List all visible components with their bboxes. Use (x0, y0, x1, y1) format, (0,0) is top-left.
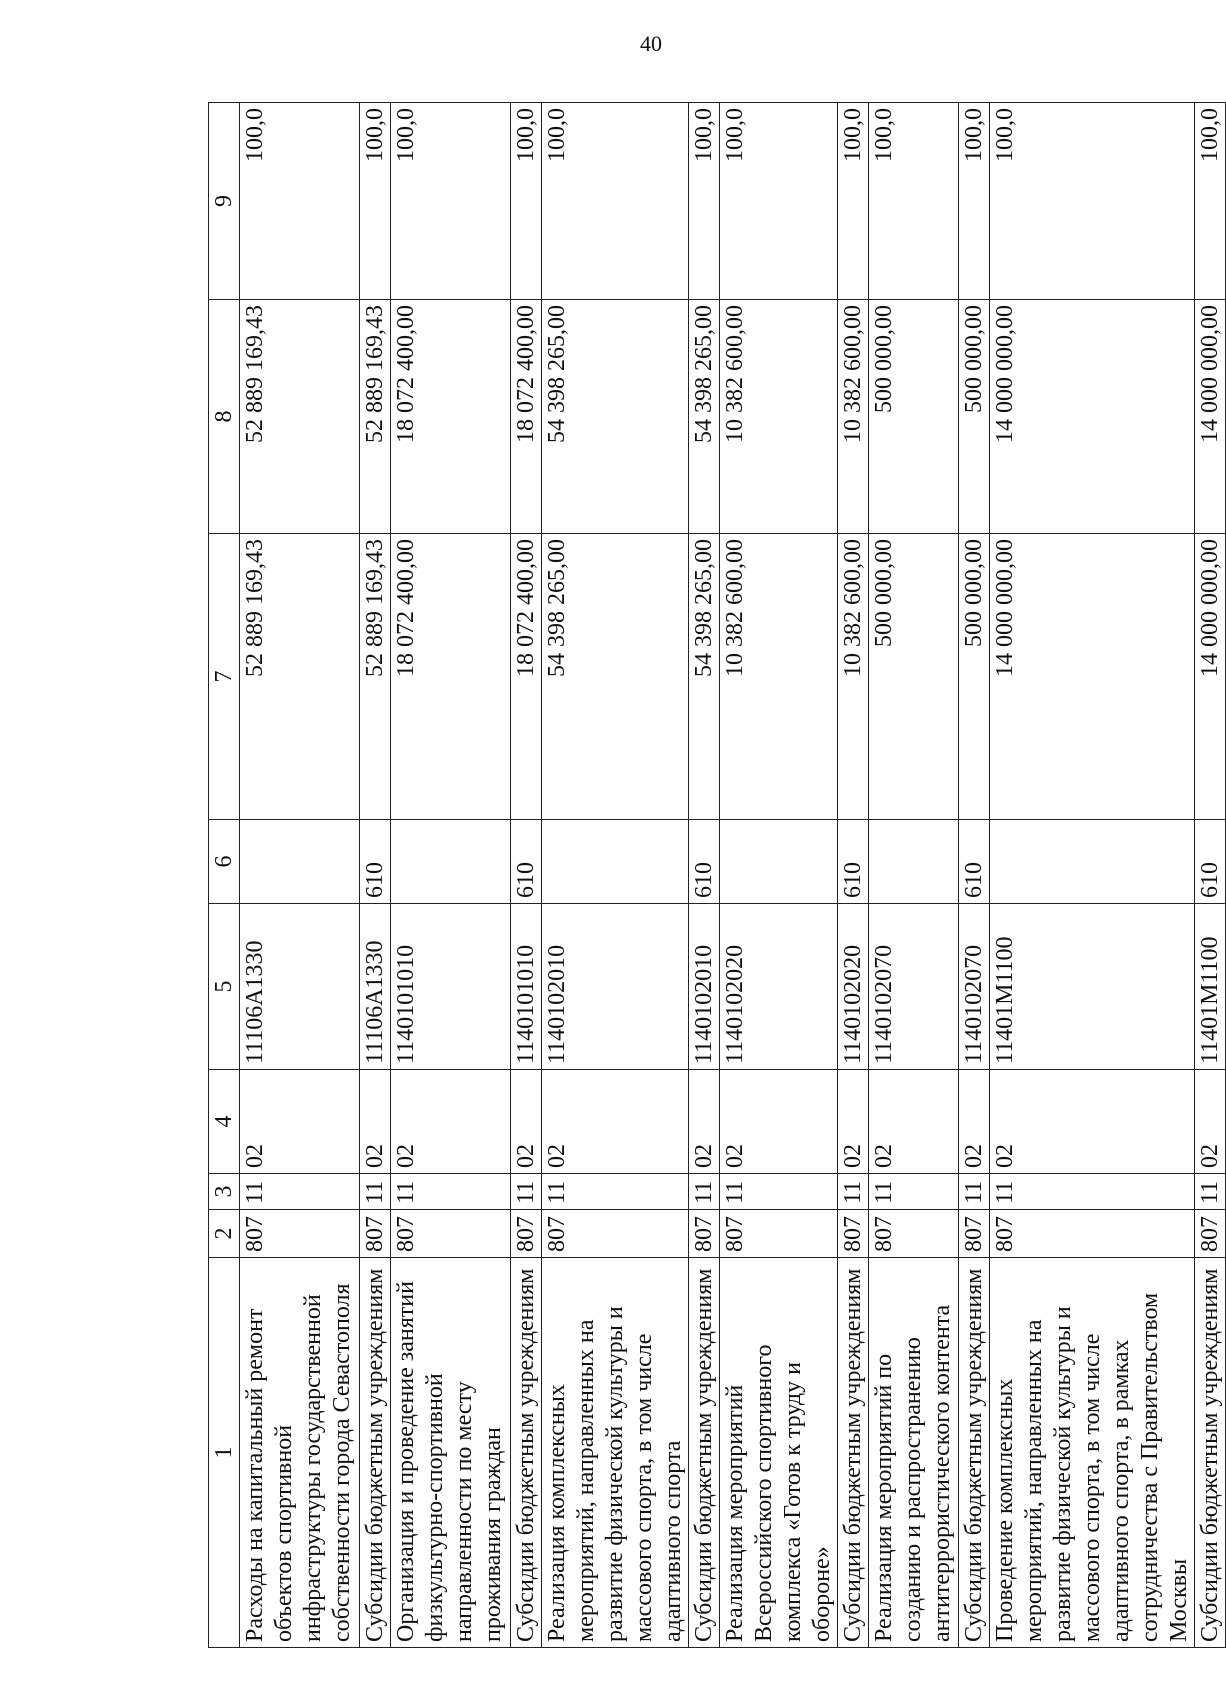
percent-cell: 100,0 (838, 103, 869, 300)
table-header-row (209, 103, 240, 1648)
section-cell: 11 (720, 1174, 838, 1210)
percent-cell: 100,0 (240, 103, 360, 300)
subsection-cell: 02 (542, 1070, 689, 1174)
section-cell: 11 (1195, 1174, 1226, 1210)
row-name-cell: Реализация мероприятий по созданию и распространению антитеррористического контента (869, 1258, 959, 1648)
expense-type-cell: 610 (838, 820, 869, 904)
percent-cell: 100,0 (542, 103, 689, 300)
planned-amount-cell: 14 000 000,00 (1195, 534, 1226, 820)
section-cell: 11 (990, 1174, 1195, 1210)
target-article-cell: 11106A1330 (240, 904, 360, 1070)
target-article-cell: 11106A1330 (360, 904, 391, 1070)
row-name-cell: Реализация мероприятий Всероссийского спортивного комплекса «Готов к труду и обороне» (720, 1258, 838, 1648)
column-header: 1 (209, 1258, 240, 1648)
table-row (720, 103, 838, 1648)
section-cell: 11 (959, 1174, 990, 1210)
subsection-cell: 02 (869, 1070, 959, 1174)
column-header: 7 (209, 534, 240, 820)
ved-cell: 807 (838, 1210, 869, 1258)
column-header: 3 (209, 1174, 240, 1210)
subsection-cell: 02 (391, 1070, 511, 1174)
target-article-cell: 1140102010 (689, 904, 720, 1070)
actual-amount-cell: 18 072 400,00 (391, 300, 511, 534)
section-cell: 11 (542, 1174, 689, 1210)
budget-table-frame (208, 103, 1223, 1648)
actual-amount-cell: 14 000 000,00 (1195, 300, 1226, 534)
column-header: 4 (209, 1070, 240, 1174)
table-row (838, 103, 869, 1648)
actual-amount-cell: 54 398 265,00 (689, 300, 720, 534)
expense-type-cell (990, 820, 1195, 904)
subsection-cell: 02 (1195, 1070, 1226, 1174)
percent-cell: 100,0 (1195, 103, 1226, 300)
subsection-cell: 02 (240, 1070, 360, 1174)
planned-amount-cell: 10 382 600,00 (720, 534, 838, 820)
planned-amount-cell: 52 889 169,43 (360, 534, 391, 820)
ved-cell: 807 (869, 1210, 959, 1258)
row-name-cell: Субсидии бюджетным учреждениям (689, 1258, 720, 1648)
expense-type-cell (720, 820, 838, 904)
section-cell: 11 (240, 1174, 360, 1210)
table-row (689, 103, 720, 1648)
row-name-cell: Реализация комплексных мероприятий, направленных на развитие физической культуры и массового спорта, в том числе адаптивного спорта (542, 1258, 689, 1648)
percent-cell: 100,0 (869, 103, 959, 300)
planned-amount-cell: 10 382 600,00 (838, 534, 869, 820)
table-row (240, 103, 360, 1648)
column-header: 6 (209, 820, 240, 904)
percent-cell: 100,0 (689, 103, 720, 300)
section-cell: 11 (838, 1174, 869, 1210)
table-row (360, 103, 391, 1648)
column-header: 5 (209, 904, 240, 1070)
actual-amount-cell: 10 382 600,00 (720, 300, 838, 534)
actual-amount-cell: 500 000,00 (959, 300, 990, 534)
ved-cell: 807 (542, 1210, 689, 1258)
subsection-cell: 02 (720, 1070, 838, 1174)
section-cell: 11 (511, 1174, 542, 1210)
target-article-cell: 11401M1100 (1195, 904, 1226, 1070)
target-article-cell: 1140102070 (869, 904, 959, 1070)
planned-amount-cell: 54 398 265,00 (689, 534, 720, 820)
percent-cell: 100,0 (511, 103, 542, 300)
row-name-cell: Субсидии бюджетным учреждениям (511, 1258, 542, 1648)
expense-type-cell: 610 (1195, 820, 1226, 904)
expense-type-cell (542, 820, 689, 904)
expense-type-cell: 610 (511, 820, 542, 904)
target-article-cell: 1140102070 (959, 904, 990, 1070)
column-header: 2 (209, 1210, 240, 1258)
row-name-cell: Субсидии бюджетным учреждениям (838, 1258, 869, 1648)
row-name-cell: Организация и проведение занятий физкультурно-спортивной направленности по месту проживания граждан (391, 1258, 511, 1648)
percent-cell: 100,0 (391, 103, 511, 300)
row-name-cell: Субсидии бюджетным учреждениям (959, 1258, 990, 1648)
table-row (1195, 103, 1226, 1648)
row-name-cell: Субсидии бюджетным учреждениям (360, 1258, 391, 1648)
expense-type-cell (869, 820, 959, 904)
row-name-cell: Расходы на капитальный ремонт объектов спортивной инфраструктуры государственной собственности города Севастополя (240, 1258, 360, 1648)
planned-amount-cell: 54 398 265,00 (542, 534, 689, 820)
ved-cell: 807 (720, 1210, 838, 1258)
target-article-cell: 1140102020 (720, 904, 838, 1070)
actual-amount-cell: 14 000 000,00 (990, 300, 1195, 534)
subsection-cell: 02 (511, 1070, 542, 1174)
table-row (391, 103, 511, 1648)
ved-cell: 807 (360, 1210, 391, 1258)
expense-type-cell (240, 820, 360, 904)
planned-amount-cell: 18 072 400,00 (511, 534, 542, 820)
target-article-cell: 1140102020 (838, 904, 869, 1070)
column-header: 8 (209, 300, 240, 534)
actual-amount-cell: 18 072 400,00 (511, 300, 542, 534)
percent-cell: 100,0 (990, 103, 1195, 300)
actual-amount-cell: 500 000,00 (869, 300, 959, 534)
ved-cell: 807 (391, 1210, 511, 1258)
table-row (542, 103, 689, 1648)
section-cell: 11 (689, 1174, 720, 1210)
ved-cell: 807 (511, 1210, 542, 1258)
planned-amount-cell: 18 072 400,00 (391, 534, 511, 820)
percent-cell: 100,0 (959, 103, 990, 300)
section-cell: 11 (360, 1174, 391, 1210)
subsection-cell: 02 (959, 1070, 990, 1174)
expense-type-cell (391, 820, 511, 904)
ved-cell: 807 (240, 1210, 360, 1258)
table-row (990, 103, 1195, 1648)
ved-cell: 807 (959, 1210, 990, 1258)
section-cell: 11 (391, 1174, 511, 1210)
actual-amount-cell: 52 889 169,43 (360, 300, 391, 534)
planned-amount-cell: 14 000 000,00 (990, 534, 1195, 820)
actual-amount-cell: 52 889 169,43 (240, 300, 360, 534)
target-article-cell: 1140102010 (542, 904, 689, 1070)
planned-amount-cell: 500 000,00 (869, 534, 959, 820)
subsection-cell: 02 (360, 1070, 391, 1174)
expense-type-cell: 610 (689, 820, 720, 904)
target-article-cell: 1140101010 (511, 904, 542, 1070)
planned-amount-cell: 52 889 169,43 (240, 534, 360, 820)
planned-amount-cell: 500 000,00 (959, 534, 990, 820)
percent-cell: 100,0 (360, 103, 391, 300)
ved-cell: 807 (990, 1210, 1195, 1258)
expense-type-cell: 610 (959, 820, 990, 904)
subsection-cell: 02 (689, 1070, 720, 1174)
target-article-cell: 1140101010 (391, 904, 511, 1070)
ved-cell: 807 (1195, 1210, 1226, 1258)
subsection-cell: 02 (990, 1070, 1195, 1174)
row-name-cell: Субсидии бюджетным учреждениям (1195, 1258, 1226, 1648)
ved-cell: 807 (689, 1210, 720, 1258)
subsection-cell: 02 (838, 1070, 869, 1174)
page-number: 40 (640, 31, 662, 56)
expense-type-cell: 610 (360, 820, 391, 904)
actual-amount-cell: 54 398 265,00 (542, 300, 689, 534)
percent-cell: 100,0 (720, 103, 838, 300)
budget-table (208, 102, 1226, 1648)
column-header: 9 (209, 103, 240, 300)
table-row (869, 103, 959, 1648)
row-name-cell: Проведение комплексных мероприятий, направленных на развитие физической культуры и массового спорта, в том числе адаптивного спорта, в рамках сотрудничества с Правительством Москвы (990, 1258, 1195, 1648)
table-row (511, 103, 542, 1648)
table-row (959, 103, 990, 1648)
section-cell: 11 (869, 1174, 959, 1210)
actual-amount-cell: 10 382 600,00 (838, 300, 869, 534)
target-article-cell: 11401M1100 (990, 904, 1195, 1070)
